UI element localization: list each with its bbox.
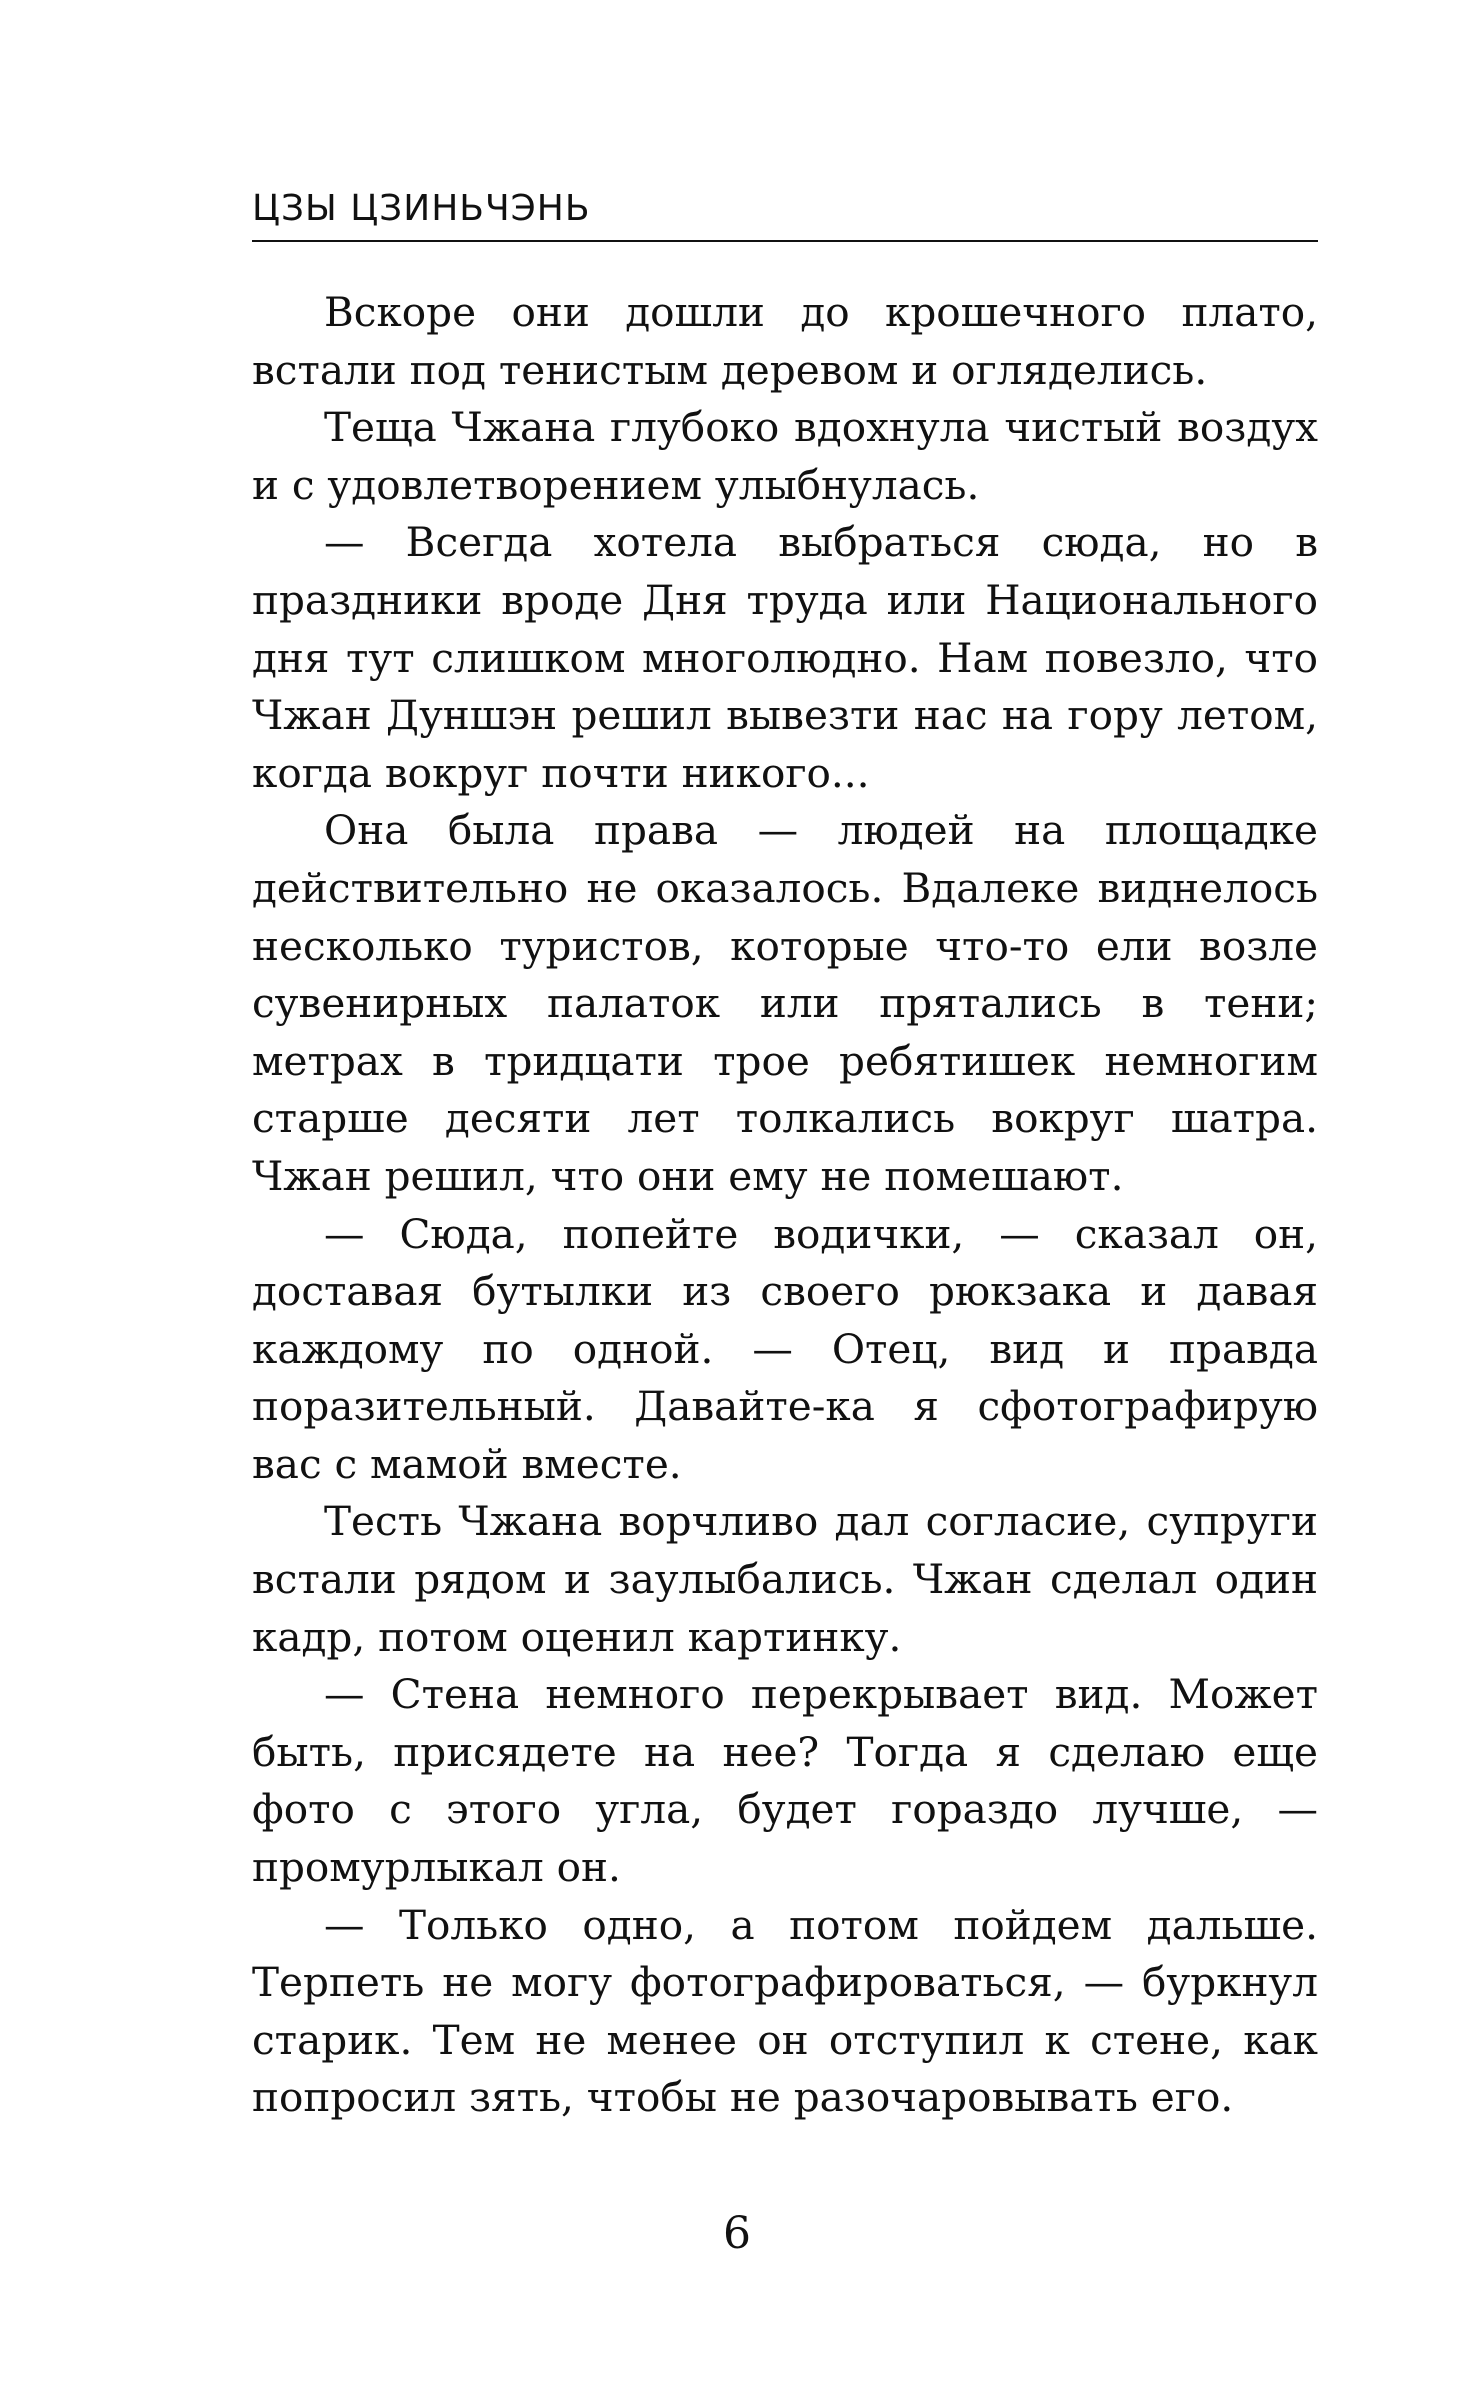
paragraph: Тесть Чжана ворчливо дал согласие, супруги встали рядом и заулыбались. Чжан сделал один кадр, потом оценил картинку.	[252, 1497, 1318, 1661]
paragraph: — Всегда хотела выбраться сюда, но в праздники вроде Дня труда или Национального дня тут слишком многолюдно. Нам повезло, что Чжан Дуншэн решил вывезти нас на гору летом, когда вокруг почти никого...	[252, 518, 1318, 797]
paragraph: Вскоре они дошли до крошечного плато, встали под тенистым деревом и огляделись.	[252, 288, 1318, 394]
paragraph: Она была права — людей на площадке действительно не оказалось. Вдалеке виднелось несколько туристов, которые что-то ели возле сувенирных палаток или прятались в тени; метрах в тридцати трое ребятишек немногим старше десяти лет толкались вокруг шатра. Чжан решил, что они ему не помешают.	[252, 806, 1318, 1200]
body-text	[252, 284, 1318, 2127]
paragraph: Теща Чжана глубоко вдохнула чистый воздух и с удовлетворением улыбнулась.	[252, 403, 1318, 509]
paragraph: — Только одно, а потом пойдем дальше. Терпеть не могу фотографироваться, — буркнул старик. Тем не менее он отступил к стене, как попросил зять, чтобы не разочаровывать его.	[252, 1900, 1318, 2122]
page-number: 6	[723, 2208, 751, 2259]
running-head: ЦЗЫ ЦЗИНЬЧЭНЬ	[252, 178, 1318, 242]
paragraph: — Стена немного перекрывает вид. Может быть, присядете на нее? Тогда я сделаю еще фото с этого угла, будет гораздо лучше, — промурлыкал он.	[252, 1670, 1318, 1892]
paragraph: — Сюда, попейте водички, — сказал он, доставая бутылки из своего рюкзака и давая каждому по одной. — Отец, вид и правда поразительный. Давайте-ка я сфотографирую вас с мамой вместе.	[252, 1209, 1318, 1488]
